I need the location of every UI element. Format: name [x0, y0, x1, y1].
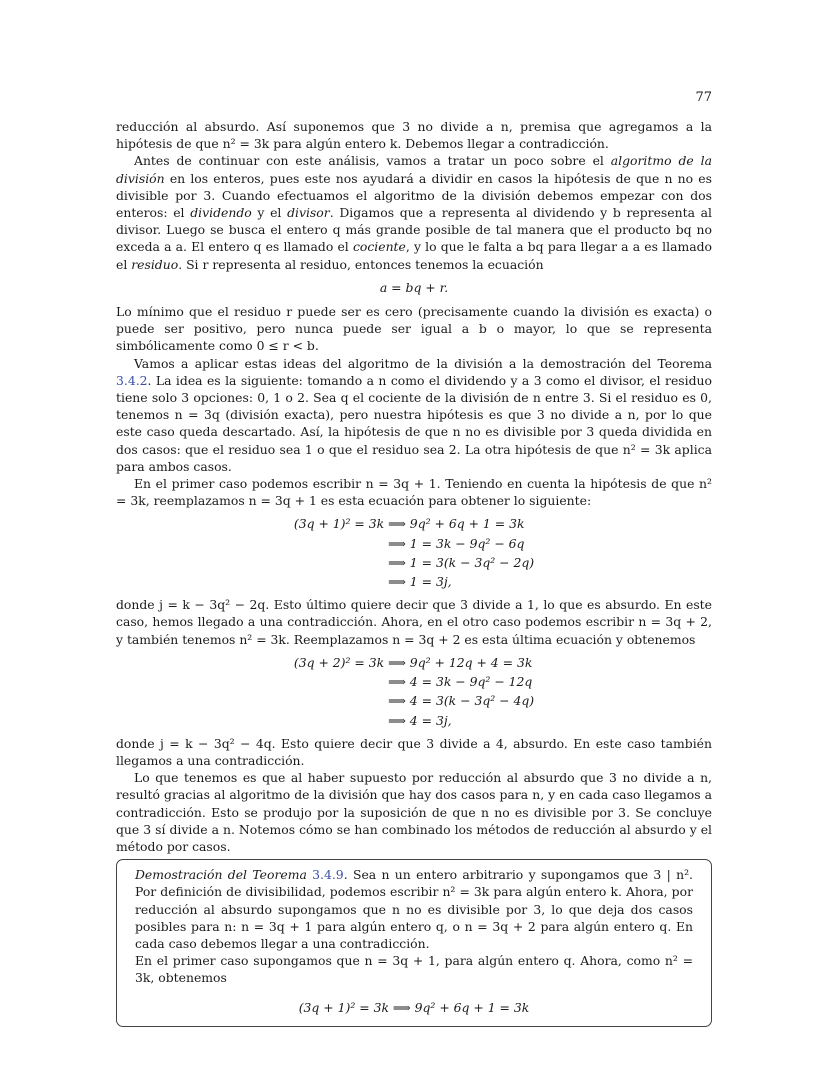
- proof-title: Demostración del Teorema: [135, 867, 313, 883]
- p2-mid4: , y lo que le falta a bq para llegar a a es llamado el: [116, 239, 712, 272]
- p2-intro: Antes de continuar con este análisis, vamos a tratar un poco sobre el: [134, 153, 611, 169]
- term-residuo: residuo: [131, 256, 179, 272]
- p2-mid3: . Digamos que a representa al dividendo y b representa al divisor. Luego se busca el entero q más grande posible de tal manera que el producto bq no exceda a a. El entero q es llamado el: [116, 205, 712, 255]
- eq2-line2-rhs: ⟹ 4 = 3k − 9q² − 12q: [388, 674, 533, 690]
- eq1-line3-lhs: [294, 554, 384, 571]
- eq1-line3-rhs: ⟹ 1 = 3(k − 3q² − 2q): [388, 554, 535, 570]
- eq2-line4-rhs: ⟹ 4 = 3j,: [388, 712, 452, 728]
- term-dividendo: dividendo: [190, 205, 252, 221]
- eq1-line1-rhs: ⟹ 9q² + 6q + 1 = 3k: [388, 516, 525, 532]
- eq2-line1-rhs: ⟹ 9q² + 12q + 4 = 3k: [388, 654, 533, 670]
- paragraph-2: [116, 152, 712, 272]
- eq2-line4-lhs: [294, 712, 384, 729]
- paragraph-8: Lo que tenemos es que al haber supuesto por reducción al absurdo que 3 no divide a n, resultó gracias al algoritmo de la división que hay dos casos para n, y en cada caso llegamos a contradicción. Esto se produjo por la suposición de que n no es divisible por 3. Se concluye que 3 sí divide a n. Notemos cómo se han combinado los métodos de reducción al absurdo y el método por casos.: [116, 770, 712, 854]
- eq1-line2-lhs: [294, 535, 384, 552]
- proof-paragraph-2: En el primer caso supongamos que n = 3q + 1, para algún entero q. Ahora, como n² = 3k, obtenemos: [135, 953, 693, 986]
- term-algoritmo: algoritmo de la división: [116, 153, 712, 186]
- proof-body-1: Sea n un entero arbitrario y supongamos que 3 | n². Por definición de divisibilidad, podemos escribir n² = 3k para algún entero k. Ahora, por reducción al absurdo supongamos que n no es divisible por 3, lo que deja dos casos posibles para n: n = 3q + 1 para algún entero q, o n = 3q + 2 para algún entero q. En cada caso debemos llegar a una contradicción.: [135, 867, 693, 951]
- eq1-line1-lhs: (3q + 1)² = 3k: [293, 516, 385, 532]
- eq1-line2-rhs: ⟹ 1 = 3k − 9q² − 6q: [388, 535, 525, 551]
- page-body: [116, 118, 712, 1027]
- division-equation: a = bq + r.: [379, 279, 449, 295]
- proof-box: [116, 859, 712, 1027]
- p2-mid2: y el: [251, 205, 288, 221]
- paragraph-4: [116, 355, 712, 475]
- paragraph-1: reducción al absurdo. Así suponemos que 3 no divide a n, premisa que agregamos a la hipótesis de que n² = 3k para algún entero k. Debemos llegar a contradicción.: [116, 119, 712, 152]
- eq1-line4-rhs: ⟹ 1 = 3j,: [388, 574, 452, 590]
- term-cociente: cociente: [352, 239, 406, 255]
- eq2-line3-rhs: ⟹ 4 = 3(k − 3q² − 4q): [388, 693, 535, 709]
- p2-mid1: en los enteros, pues este nos ayudará a dividir en casos la hipótesis de que n no es divisible por 3. Cuando efectuamos el algoritmo de la división debemos empezar con dos enteros: el: [116, 170, 712, 221]
- paragraph-7: donde j = k − 3q² − 4q. Esto quiere decir que 3 divide a 4, absurdo. En este caso también llegamos a una contradicción.: [116, 735, 712, 768]
- paragraph-3: Lo mínimo que el residuo r puede ser es cero (precisamente cuando la división es exacta) o puede ser positivo, pero nunca puede ser igual a b o mayor, lo que se representa simbólicamente como 0 ≤ r < b.: [116, 304, 712, 354]
- theorem-reference-link[interactable]: 3.4.2: [116, 372, 148, 388]
- p2-end: . Si r representa al residuo, entonces tenemos la ecuación: [178, 256, 544, 272]
- equation-block-case-1: [116, 515, 712, 590]
- proof-equation: (3q + 1)² = 3k ⟹ 9q² + 6q + 1 = 3k: [298, 999, 530, 1015]
- paragraph-6: donde j = k − 3q² − 2q. Esto último quiere decir que 3 divide a 1, lo que es absurdo. En este caso, hemos llegado a una contradicción. Ahora, en el otro caso podemos escribir n = 3q + 2, y también tenemos n² = 3k. Reemplazamos n = 3q + 2 es esta última ecuación y obtenemos: [116, 597, 712, 647]
- eq2-line3-lhs: [294, 692, 384, 709]
- page-number: 77: [695, 90, 712, 105]
- proof-theorem-reference-link[interactable]: 3.4.9: [312, 867, 344, 883]
- eq1-line4-lhs: [294, 573, 384, 590]
- p4-rest: . La idea es la siguiente: tomando a n como el dividendo y a 3 como el divisor, el residuo tiene solo 3 opciones: 0, 1 o 2. Sea q el cociente de la división de n entre 3. Si el residuo es 0, tenemos n = 3q (división exacta), pero nuestra hipótesis es que 3 no divide a n, por lo que este caso queda descartado. Así, la hipótesis de que n no es divisible por 3 queda dividida en dos casos: que el residuo sea 1 o que el residuo sea 2. La otra hipótesis de que n² = 3k aplica para ambos casos.: [116, 372, 712, 474]
- equation-block-case-2: [116, 654, 712, 729]
- proof-paragraph-1: [135, 866, 693, 952]
- eq2-line2-lhs: [294, 673, 384, 690]
- paragraph-5: En el primer caso podemos escribir n = 3q + 1. Teniendo en cuenta la hipótesis de que n² = 3k, reemplazamos n = 3q + 1 es esta ecuación para obtener lo siguiente:: [116, 476, 712, 509]
- p4-start: Vamos a aplicar estas ideas del algoritmo de la división a la demostración del Teorema: [134, 355, 712, 371]
- eq2-line1-lhs: (3q + 2)² = 3k: [293, 654, 385, 670]
- proof-title-end: .: [343, 867, 348, 883]
- term-divisor: divisor: [287, 205, 330, 221]
